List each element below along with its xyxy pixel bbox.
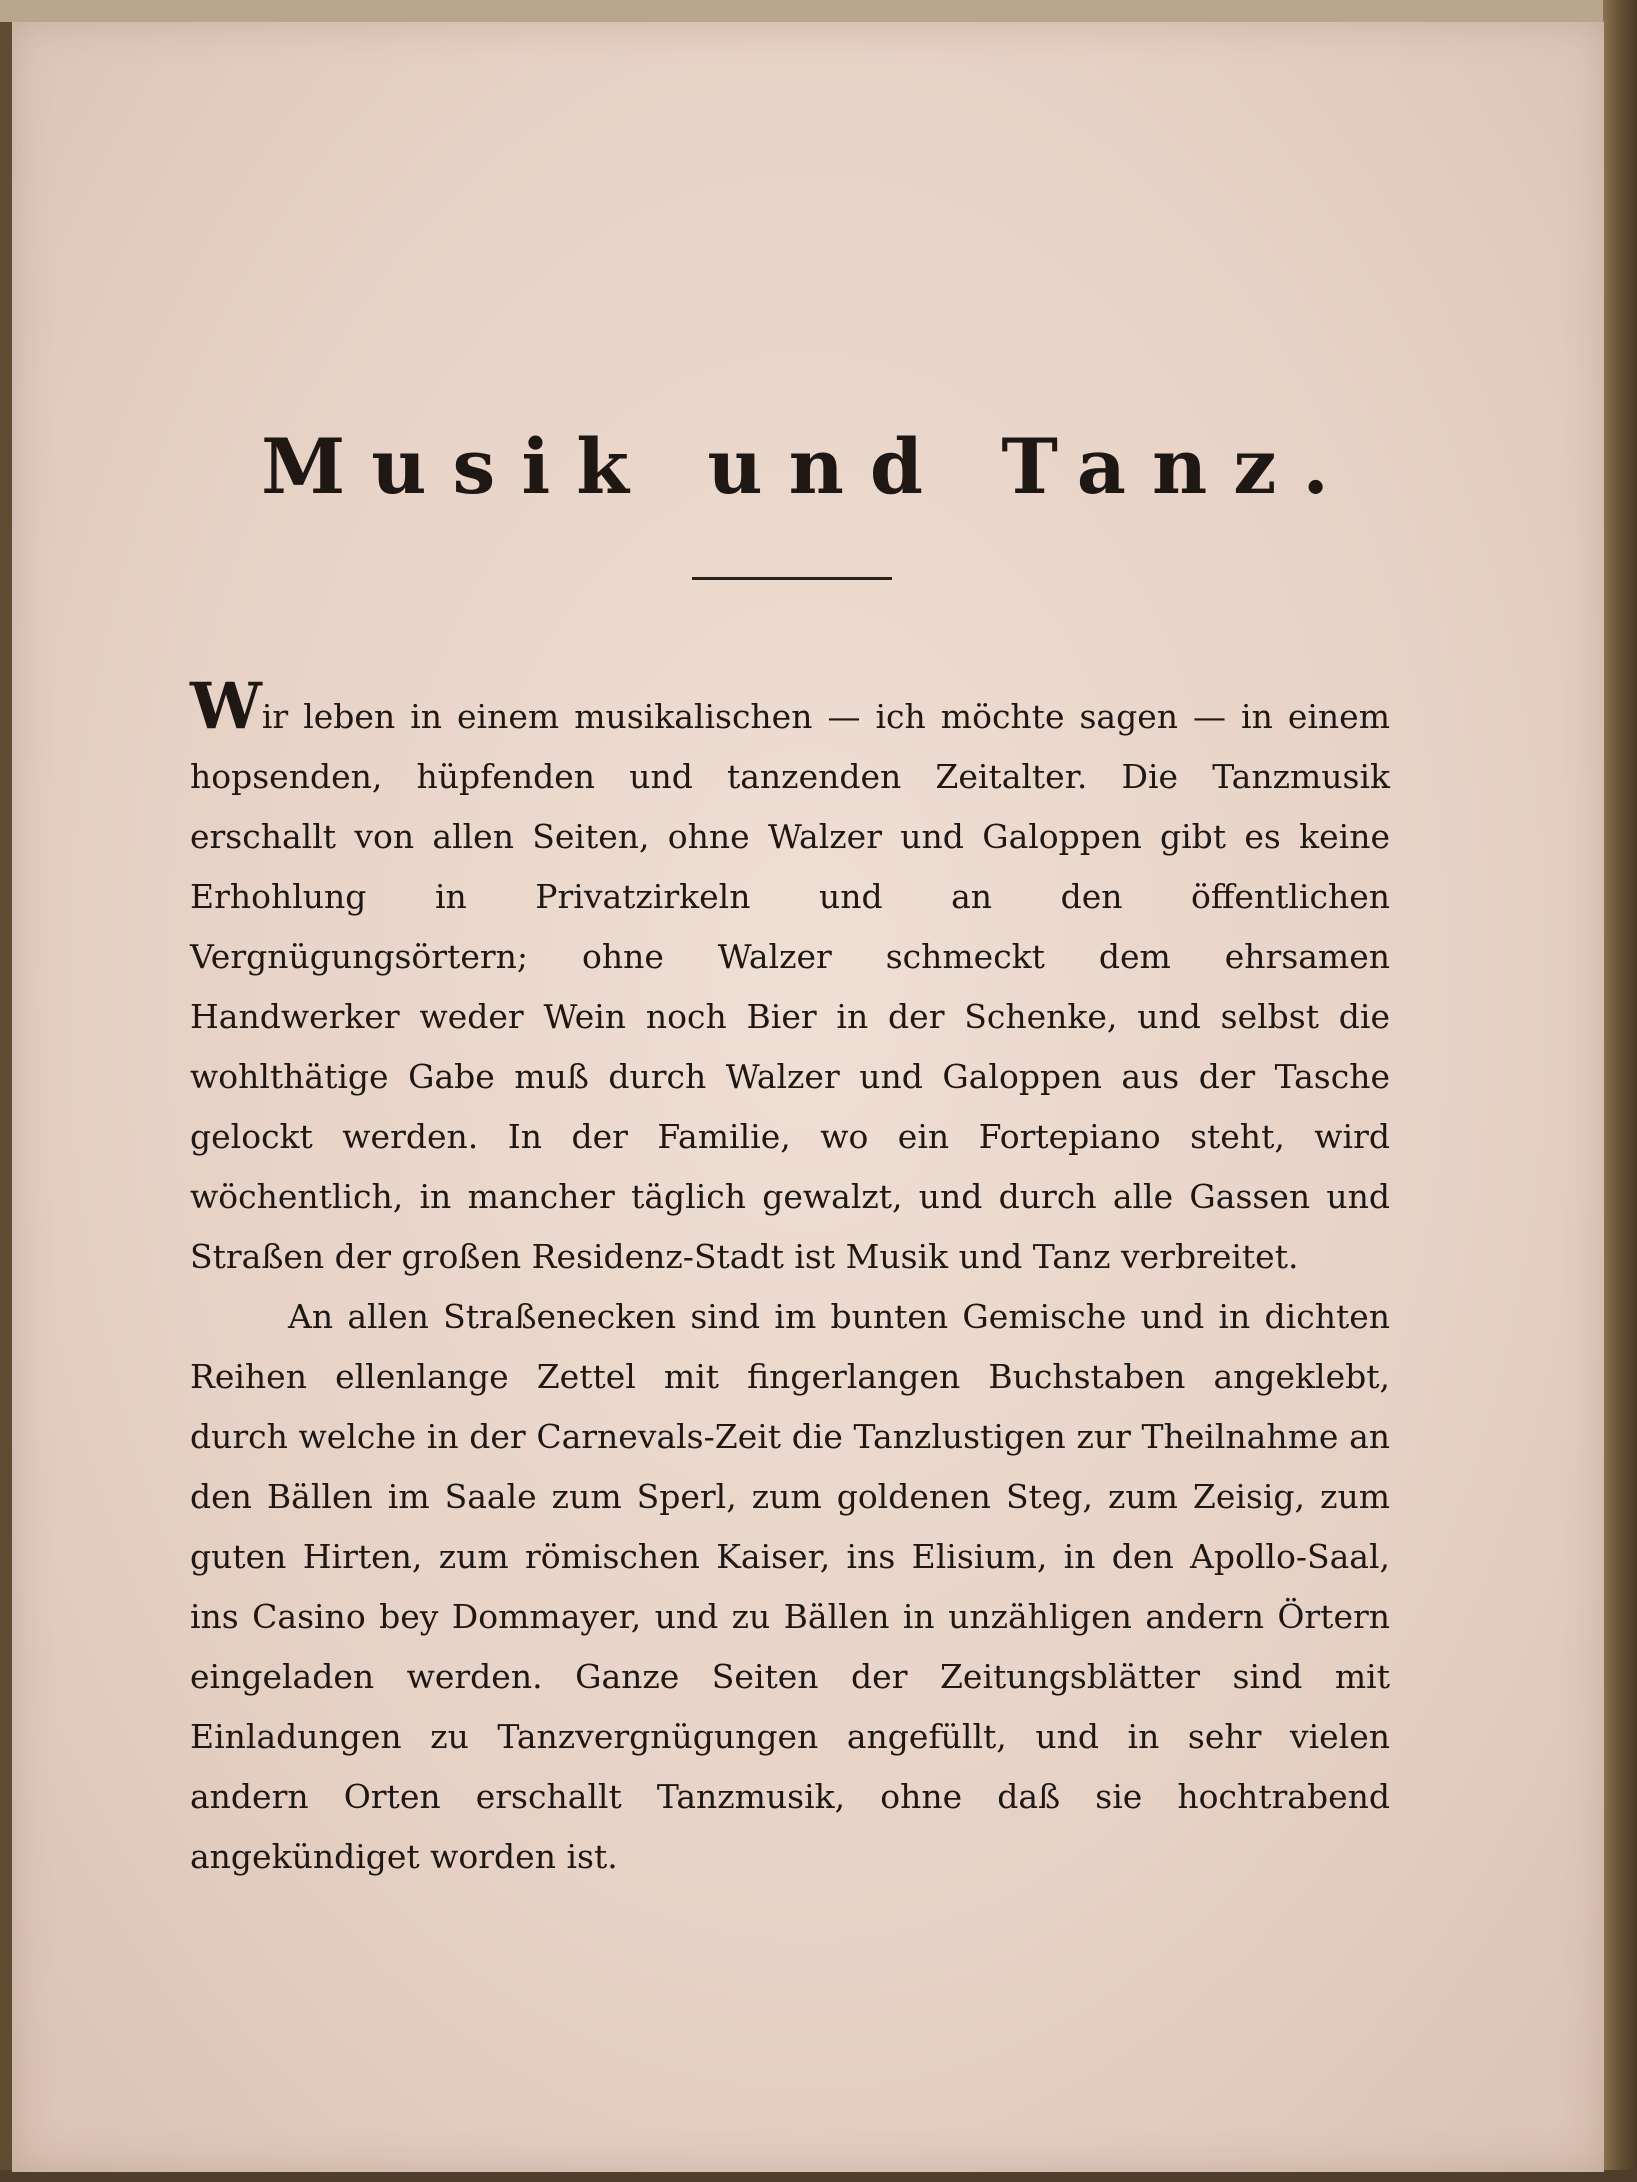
- title-divider: [692, 577, 892, 580]
- book-edge: [1603, 0, 1637, 2182]
- page-edge-top: [0, 0, 1637, 22]
- paper-sheet: [12, 22, 1604, 2172]
- paragraph-2: [190, 1287, 1390, 1887]
- paragraph-2-text: An allen Straßenecken sind im bunten Gemische und in dichten Reihen ellenlange Zettel mit fingerlangen Buchstaben angeklebt, durch welche in der Carnevals-Zeit die Tanzlustigen zur Theilnahme an den Bällen im Saale zum Sperl, zum goldenen Steg, zum Zeisig, zum guten Hirten, zum römischen Kaiser, ins Elisium, in den Apollo-Saal, ins Casino bey Dommayer, und zu Bällen in unzähligen andern Örtern eingeladen werden. Ganze Seiten der Zeitungsblätter sind mit Einladungen zu Tanzvergnügungen angefüllt, und in sehr vielen andern Orten erschallt Tanzmusik, ohne daß sie hochtrabend angekündiget worden ist.: [190, 1297, 1390, 1876]
- paragraph-1-text: ir leben in einem musikalischen — ich möchte sagen — in einem hopsenden, hüpfenden und tanzenden Zeitalter. Die Tanzmusik erschallt von allen Seiten, ohne Walzer und Galoppen gibt es keine Erhohlung in Privatzirkeln und an den öffentlichen Vergnügungsörtern; ohne Walzer schmeckt dem ehrsamen Handwerker weder Wein noch Bier in der Schenke, und selbst die wohlthätige Gabe muß durch Walzer und Galoppen aus der Tasche gelockt werden. In der Familie, wo ein Fortepiano steht, wird wöchentlich, in mancher täglich gewalzt, und durch alle Gassen und Straßen der großen Residenz-Stadt ist Musik und Tanz verbreitet.: [190, 697, 1390, 1276]
- body-text: [190, 669, 1390, 1887]
- paragraph-1: [190, 669, 1390, 1287]
- chapter-title: Musik und Tanz.: [261, 422, 1355, 511]
- drop-cap: W: [190, 669, 262, 744]
